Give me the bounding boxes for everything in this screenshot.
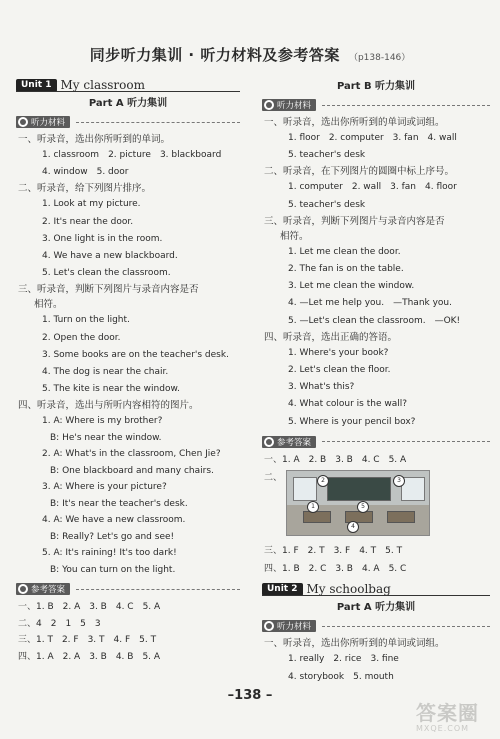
watermark bbox=[416, 702, 494, 736]
headphone-icon bbox=[264, 621, 274, 631]
question-1: 一、听录音，选出你所听到的单词或词组。 bbox=[264, 638, 445, 650]
list-item: 5. Let's clean the classroom. bbox=[42, 268, 171, 279]
list-item: 1. classroom 2. picture 3. blackboard bbox=[42, 150, 222, 160]
question-3-cont: 相符。 bbox=[34, 299, 63, 311]
list-item: 1. Turn on the light. bbox=[42, 315, 130, 326]
answer-line: 三、1. T 2. F 3. T 4. F 5. T bbox=[18, 635, 157, 646]
watermark-url: MXQE.COM bbox=[416, 724, 470, 733]
question-3-cont: 相符。 bbox=[280, 230, 309, 242]
question-4: 四、听录音，选出与所听内容相符的图片。 bbox=[18, 400, 199, 412]
list-item: 4. window 5. door bbox=[42, 167, 129, 178]
answer-line: 三、1. F 2. T 3. F 4. T 5. T bbox=[264, 546, 403, 557]
unit-title: My classroom bbox=[60, 78, 145, 92]
part-title: Part B 听力集训 bbox=[336, 81, 416, 92]
list-item: 5. The kite is near the window. bbox=[42, 384, 180, 395]
list-item: 4. storybook 5. mouth bbox=[288, 671, 394, 682]
answer-line: 二、4 2 1 5 3 bbox=[18, 618, 101, 629]
answer-line: 四、1. A 2. A 3. B 4. B 5. A bbox=[18, 651, 161, 662]
list-item: 3. Some books are on the teacher's desk. bbox=[42, 349, 229, 360]
list-item: 5. teacher's desk bbox=[288, 150, 366, 161]
headphone-icon bbox=[18, 117, 28, 127]
list-item: B: Really? Let's go and see! bbox=[50, 531, 175, 542]
answer-line: 一、1. B 2. A 3. B 4. C 5. A bbox=[18, 602, 161, 613]
list-item: 1. A: Where is my brother? bbox=[42, 416, 163, 427]
picture-marker: 4 bbox=[347, 521, 359, 533]
picture-marker: 5 bbox=[357, 501, 369, 513]
list-item: 2. Let's clean the floor. bbox=[288, 365, 391, 376]
unit-badge: Unit 1 bbox=[16, 79, 57, 92]
question-1: 一、听录音，选出你所听到的单词。 bbox=[18, 134, 171, 145]
question-3: 三、听录音，判断下列图片与录音内容是否 bbox=[18, 284, 199, 296]
left-column bbox=[16, 78, 240, 665]
list-item: 1. Look at my picture. bbox=[42, 199, 141, 210]
picture-marker: 2 bbox=[317, 475, 329, 487]
page-range: （p138-146） bbox=[348, 53, 411, 63]
unit-1-header bbox=[16, 78, 240, 92]
unit-2-header bbox=[262, 582, 490, 596]
list-item: B: It's near the teacher's desk. bbox=[50, 498, 188, 509]
answer-tag: 参考答案 bbox=[262, 435, 490, 449]
answer-label: 二、 bbox=[264, 473, 283, 484]
list-item: 2. The fan is on the table. bbox=[288, 264, 404, 275]
page-number: –138 – bbox=[227, 688, 273, 703]
picture-marker: 1 bbox=[307, 501, 319, 513]
list-item: 1. Where's your book? bbox=[288, 347, 389, 358]
classroom-picture bbox=[286, 470, 430, 536]
list-item: 2. Open the door. bbox=[42, 332, 121, 343]
question-4: 四、听录音，选出正确的答语。 bbox=[264, 331, 398, 343]
question-1: 一、听录音，选出你所听到的单词或词组。 bbox=[264, 117, 445, 128]
list-item: 1. Let me clean the door. bbox=[288, 246, 401, 257]
watermark-text: 答案圈 bbox=[416, 701, 479, 725]
question-2: 二、听录音，在下列图片的圆圈中标上序号。 bbox=[264, 166, 455, 178]
list-item: 4. The dog is near the chair. bbox=[42, 367, 169, 378]
list-item: 5. A: It's raining! It's too dark! bbox=[42, 548, 177, 559]
list-item: 1. really 2. rice 3. fine bbox=[288, 654, 399, 665]
answer-icon bbox=[18, 584, 28, 594]
listening-material-tag: 听力材料 bbox=[16, 115, 240, 129]
list-item: 2. A: What's in the classroom, Chen Jie? bbox=[42, 449, 221, 460]
answer-line: 四、1. B 2. C 3. B 4. A 5. C bbox=[264, 564, 407, 575]
part-title: Part A 听力集训 bbox=[336, 602, 416, 614]
list-item: 4. —Let me help you. —Thank you. bbox=[288, 298, 452, 309]
list-item: B: He's near the window. bbox=[50, 432, 162, 443]
list-item: 3. One light is in the room. bbox=[42, 233, 163, 244]
list-item: 5. —Let's clean the classroom. —OK! bbox=[288, 315, 461, 326]
answer-line-picture bbox=[262, 468, 490, 542]
list-item: 5. teacher's desk bbox=[288, 199, 366, 210]
answer-icon bbox=[264, 437, 274, 447]
list-item: 3. What's this? bbox=[288, 382, 355, 393]
list-item: 1. computer 2. wall 3. fan 4. floor bbox=[288, 182, 457, 193]
list-item: 3. Let me clean the window. bbox=[288, 281, 415, 292]
page-header bbox=[0, 44, 500, 65]
picture-marker: 3 bbox=[393, 475, 405, 487]
list-item: B: One blackboard and many chairs. bbox=[50, 465, 214, 476]
unit-badge: Unit 2 bbox=[262, 583, 303, 596]
unit-title: My schoolbag bbox=[306, 582, 391, 597]
list-item: 1. floor 2. computer 3. fan 4. wall bbox=[288, 133, 457, 143]
answer-tag: 参考答案 bbox=[16, 582, 240, 596]
question-3: 三、听录音，判断下列图片与录音内容是否 bbox=[264, 215, 445, 227]
list-item: 4. We have a new blackboard. bbox=[42, 251, 178, 262]
list-item: B: You can turn on the light. bbox=[50, 564, 176, 575]
listening-material-tag: 听力材料 bbox=[262, 98, 490, 112]
right-column bbox=[262, 78, 490, 686]
list-item: 2. It's near the door. bbox=[42, 216, 134, 227]
list-item: 3. A: Where is your picture? bbox=[42, 482, 167, 493]
headphone-icon bbox=[264, 100, 274, 110]
list-item: 4. A: We have a new classroom. bbox=[42, 515, 186, 526]
page-title: 同步听力集训 · 听力材料及参考答案 bbox=[89, 46, 340, 64]
listening-material-tag: 听力材料 bbox=[262, 619, 490, 633]
part-title: Part A 听力集训 bbox=[88, 98, 168, 109]
list-item: 4. What colour is the wall? bbox=[288, 399, 408, 410]
list-item: 5. Where is your pencil box? bbox=[288, 416, 416, 427]
question-2: 二、听录音，给下列图片排序。 bbox=[18, 183, 152, 195]
answer-line: 一、1. A 2. B 3. B 4. C 5. A bbox=[264, 454, 407, 465]
